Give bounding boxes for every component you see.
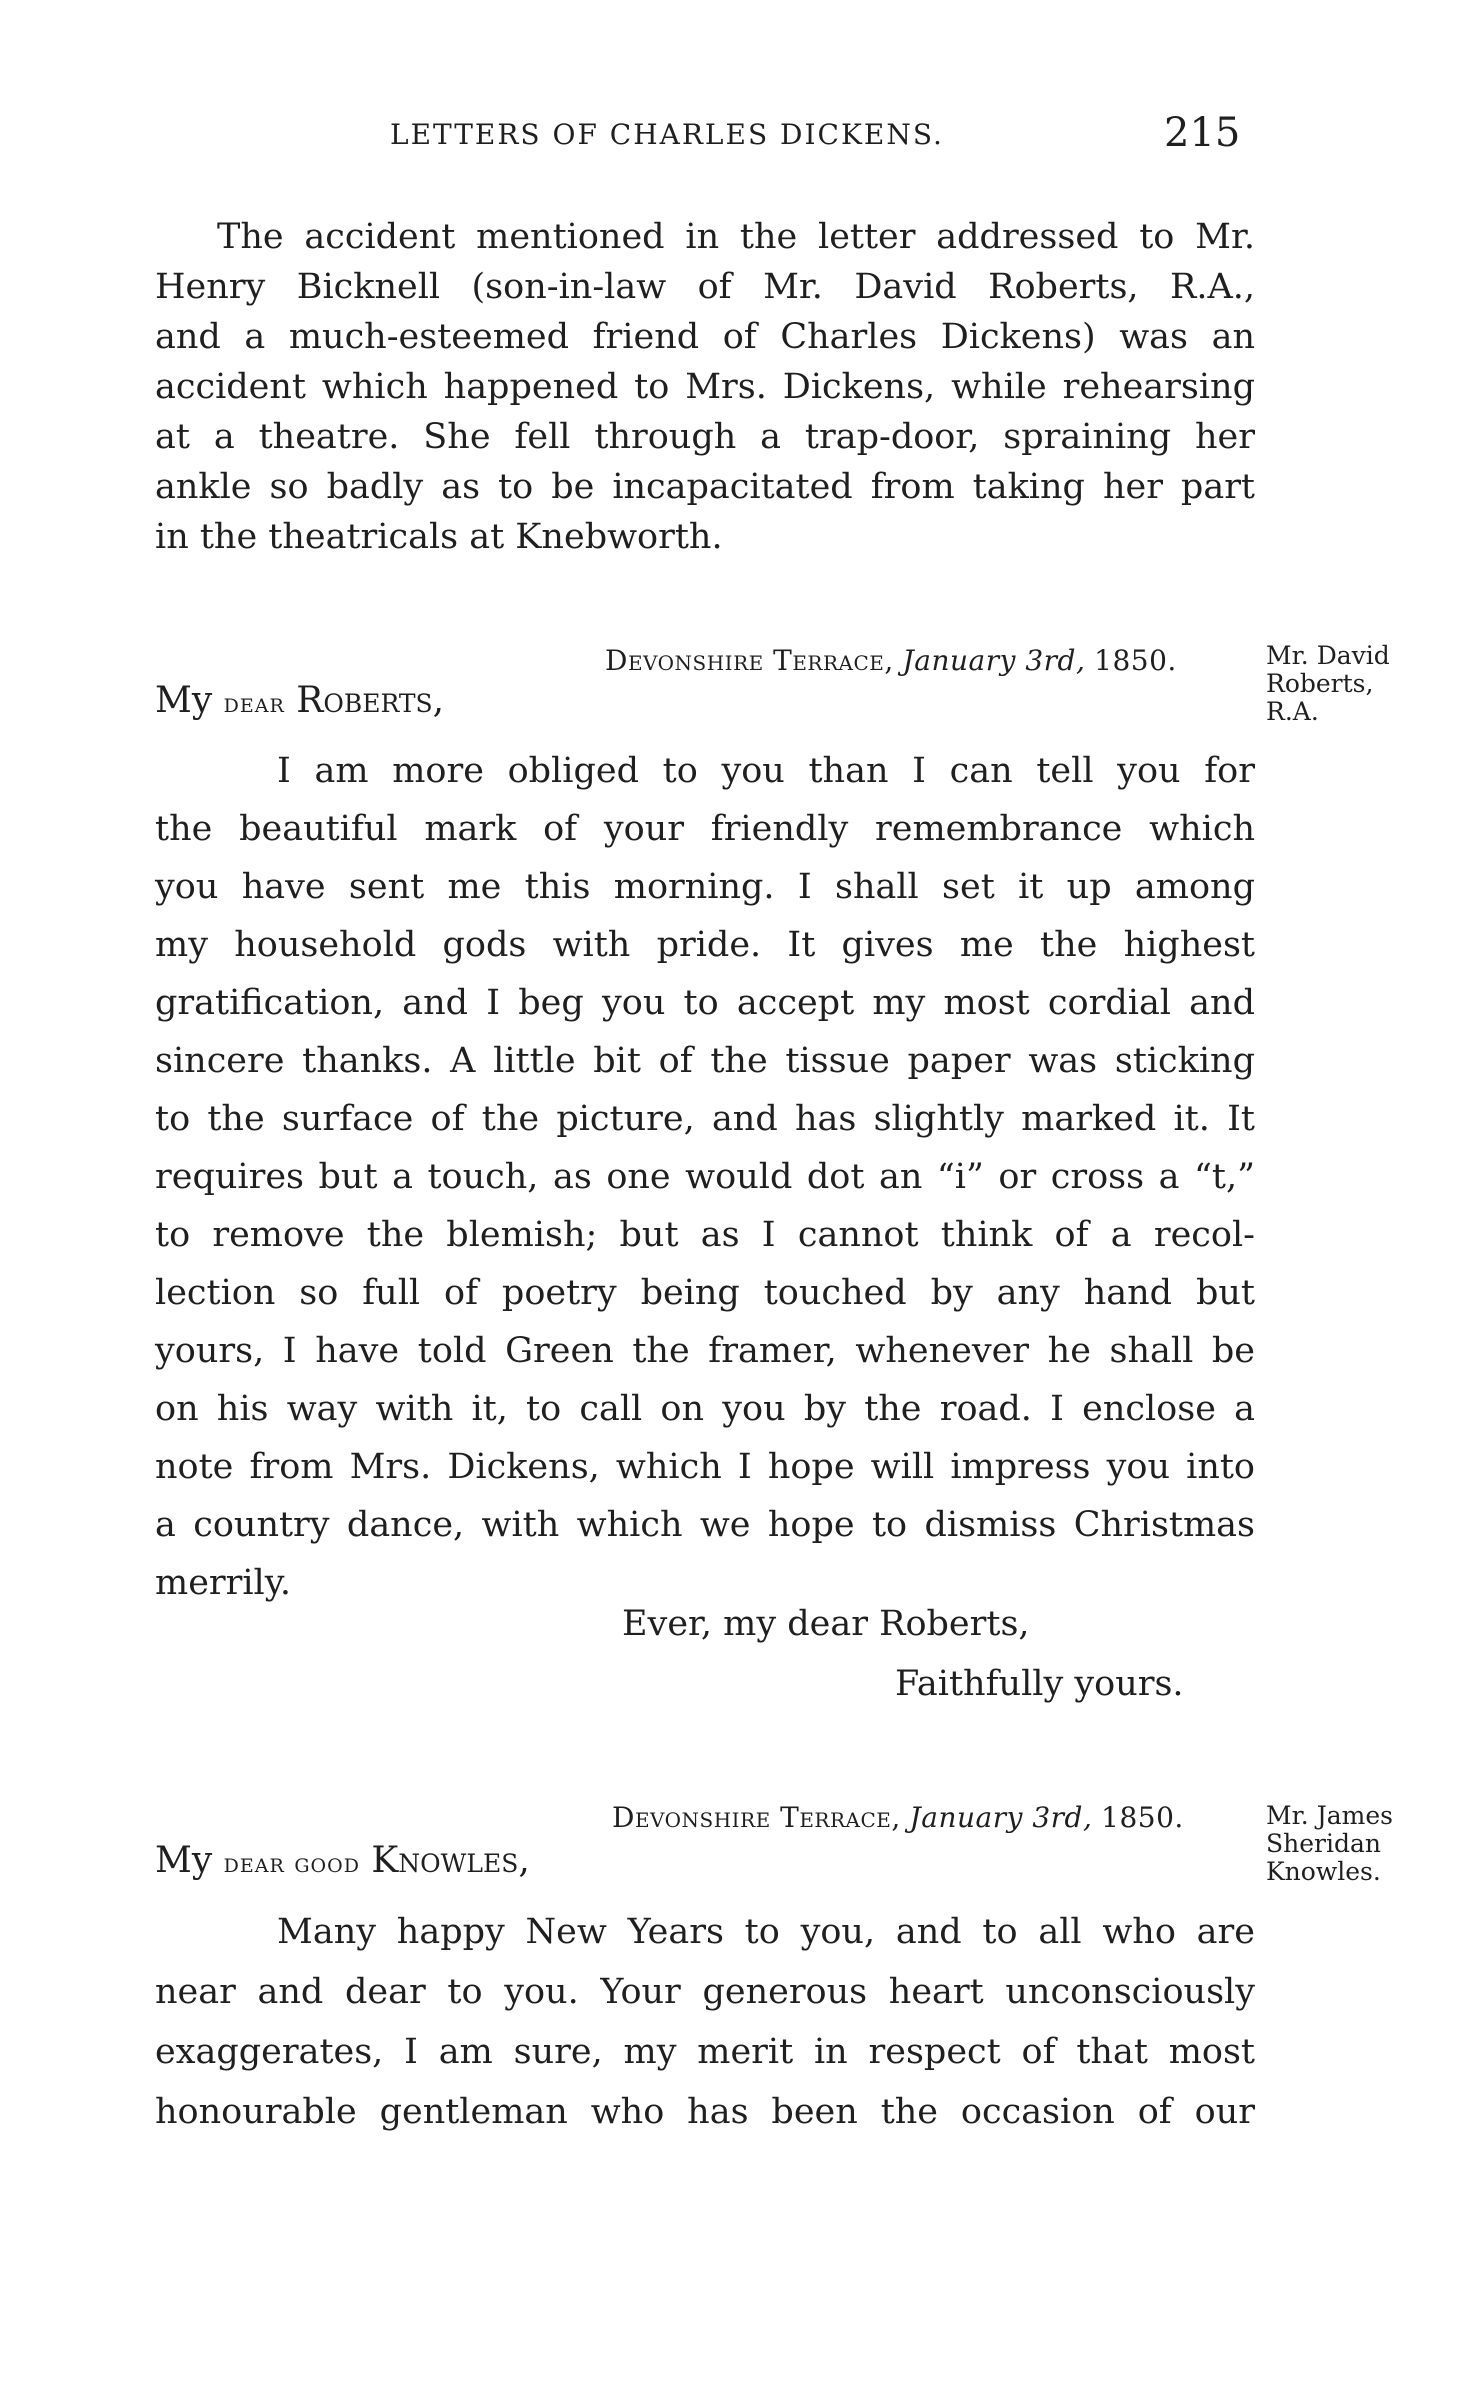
text-line: a country dance, with which we hope to dismiss Christmas xyxy=(155,1505,1255,1545)
text-line: to remove the blemish; but as I cannot think of a recol- xyxy=(155,1215,1255,1255)
salutation-my: My xyxy=(155,680,213,721)
salutation-dear: dear xyxy=(223,688,285,719)
marginal-note xyxy=(1266,1802,1393,1886)
letter-salutation xyxy=(155,1840,530,1881)
salutation-dear: dear good xyxy=(223,1848,360,1879)
text-line: Henry Bicknell (son-in-law of Mr. David Roberts, R.A., xyxy=(155,267,1255,307)
text-line: gratification, and I beg you to accept my most cordial and xyxy=(155,983,1255,1023)
text-line: yours, I have told Green the framer, whenever he shall be xyxy=(155,1331,1255,1371)
text-line: accident which happened to Mrs. Dickens, while rehearsing xyxy=(155,367,1255,407)
text-line: you have sent me this morning. I shall set it up among xyxy=(155,867,1255,907)
dateline-date: January 3rd, xyxy=(909,1801,1093,1834)
marginal-line: Sheridan xyxy=(1266,1829,1381,1858)
marginal-note xyxy=(1266,642,1390,726)
text-line: near and dear to you. Your generous heart unconsciously xyxy=(155,1972,1255,2012)
text-line: merrily. xyxy=(155,1563,292,1603)
text-line: I am more obliged to you than I can tell you for xyxy=(277,751,1255,791)
text-line: in the theatricals at Knebworth. xyxy=(155,517,723,557)
text-line: lection so full of poetry being touched by any hand but xyxy=(155,1273,1255,1313)
dateline-date: January 3rd, xyxy=(902,644,1086,677)
letter-dateline xyxy=(605,644,1177,677)
text-line: my household gods with pride. It gives me the highest xyxy=(155,925,1255,965)
letter-salutation xyxy=(155,680,444,721)
dateline-place: Devonshire Terrace, xyxy=(605,644,894,677)
marginal-line: R.A. xyxy=(1266,697,1319,726)
text-line: requires but a touch, as one would dot an “i” or cross a “t,” xyxy=(155,1157,1255,1197)
salutation-my: My xyxy=(155,1840,213,1881)
text-line: and a much-esteemed friend of Charles Dickens) was an xyxy=(155,317,1255,357)
text-line: Many happy New Years to you, and to all who are xyxy=(277,1912,1255,1952)
text-line: ankle so badly as to be incapacitated from taking her part xyxy=(155,467,1255,507)
text-line: The accident mentioned in the letter addressed to Mr. xyxy=(217,217,1255,257)
marginal-line: Roberts, xyxy=(1266,669,1374,698)
text-line: at a theatre. She fell through a trap-door, spraining her xyxy=(155,417,1255,457)
text-line: exaggerates, I am sure, my merit in respect of that most xyxy=(155,2032,1255,2072)
text-line: honourable gentleman who has been the occasion of our xyxy=(155,2092,1255,2132)
text-line: on his way with it, to call on you by the road. I enclose a xyxy=(155,1389,1255,1429)
running-title: LETTERS OF CHARLES DICKENS. xyxy=(390,118,944,151)
text-line: sincere thanks. A little bit of the tissue paper was sticking xyxy=(155,1041,1255,1081)
letter-signoff: Faithfully yours. xyxy=(895,1664,1184,1704)
intro-note xyxy=(155,212,1255,562)
page-number: 215 xyxy=(1164,110,1241,156)
text-line: the beautiful mark of your friendly remembrance which xyxy=(155,809,1255,849)
dateline-year: 1850. xyxy=(1101,1801,1184,1834)
letter-closing-line: Ever, my dear Roberts, xyxy=(622,1604,1030,1644)
dateline-year: 1850. xyxy=(1094,644,1177,677)
text-line: note from Mrs. Dickens, which I hope will impress you into xyxy=(155,1447,1255,1487)
dateline-place: Devonshire Terrace, xyxy=(612,1801,901,1834)
letter-body xyxy=(155,1902,1255,2142)
salutation-name: Knowles, xyxy=(371,1840,530,1881)
marginal-line: Mr. James xyxy=(1266,1801,1393,1830)
salutation-name: Roberts, xyxy=(296,680,445,721)
text-line: to the surface of the picture, and has slightly marked it. It xyxy=(155,1099,1255,1139)
letter-body xyxy=(155,742,1255,1612)
letter-dateline xyxy=(612,1801,1184,1834)
marginal-line: Mr. David xyxy=(1266,641,1390,670)
marginal-line: Knowles. xyxy=(1266,1857,1381,1886)
